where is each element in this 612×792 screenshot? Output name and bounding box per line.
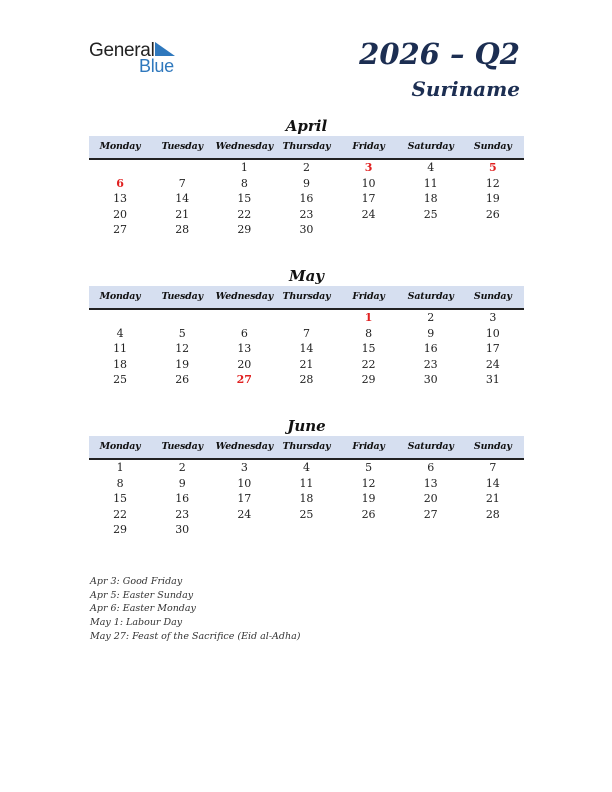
month-may <box>89 266 524 388</box>
day-cell: 6 <box>240 326 248 340</box>
day-cell <box>213 522 275 538</box>
day-cell <box>462 222 524 238</box>
day-cell: 20 <box>237 357 252 371</box>
holiday-day-cell: 6 <box>116 176 124 190</box>
day-cell: 27 <box>113 223 128 236</box>
day-cell <box>338 522 400 538</box>
day-cell: 3 <box>489 311 497 324</box>
quarter-title: 2026 – Q2 <box>359 37 520 71</box>
day-cell: 3 <box>240 461 248 474</box>
day-cell: 22 <box>361 357 376 371</box>
day-cell: 21 <box>175 207 190 221</box>
day-cell <box>462 522 524 538</box>
day-cell: 21 <box>485 492 500 505</box>
day-cell <box>89 310 151 326</box>
day-cell: 28 <box>175 223 190 236</box>
day-cell: 4 <box>427 161 435 174</box>
weekday-label: Friday <box>352 141 385 152</box>
weekday-label: Monday <box>99 291 141 302</box>
day-cell: 25 <box>113 373 128 386</box>
day-cell: 16 <box>423 342 438 355</box>
day-cell: 2 <box>178 461 186 474</box>
day-cell: 13 <box>237 342 252 355</box>
day-cell: 13 <box>423 476 438 490</box>
weekday-label: Friday <box>352 291 385 302</box>
day-cell: 17 <box>485 342 500 355</box>
day-cell: 9 <box>178 476 186 490</box>
day-cell: 14 <box>175 192 190 205</box>
day-cell: 23 <box>299 207 314 221</box>
day-cell: 8 <box>240 176 248 190</box>
day-cell: 12 <box>485 176 500 190</box>
week-row <box>89 207 524 223</box>
weekday-label: Sunday <box>473 441 512 452</box>
day-cell: 18 <box>113 357 128 371</box>
day-cell <box>400 522 462 538</box>
title-block <box>359 36 520 104</box>
weekday-label: Saturday <box>407 441 454 452</box>
week-row <box>89 176 524 192</box>
day-cell <box>213 310 275 326</box>
day-cell: 24 <box>361 207 376 221</box>
day-cell: 31 <box>485 373 500 386</box>
month-grid <box>89 160 524 238</box>
day-cell: 26 <box>175 373 190 386</box>
day-cell: 4 <box>116 326 124 340</box>
day-cell <box>151 310 213 326</box>
week-row <box>89 507 524 523</box>
day-cell: 2 <box>427 311 435 324</box>
week-row <box>89 160 524 176</box>
weekday-label: Saturday <box>407 291 454 302</box>
month-grid <box>89 310 524 388</box>
day-cell: 1 <box>240 161 248 174</box>
day-cell: 10 <box>237 476 252 490</box>
holiday-item: Apr 6: Easter Monday <box>90 603 196 615</box>
day-cell: 7 <box>178 176 186 190</box>
holiday-day-cell: 3 <box>364 161 373 174</box>
day-cell: 15 <box>361 342 376 355</box>
holiday-item: May 1: Labour Day <box>90 617 183 629</box>
weekday-header <box>89 436 524 460</box>
day-cell: 29 <box>361 373 376 386</box>
month-name: June <box>287 417 326 435</box>
day-cell: 5 <box>365 461 373 474</box>
month-april <box>89 116 524 238</box>
day-cell <box>275 522 337 538</box>
day-cell: 22 <box>237 207 252 221</box>
day-cell: 10 <box>361 176 376 190</box>
day-cell: 23 <box>175 507 190 521</box>
day-cell: 30 <box>299 223 314 236</box>
day-cell <box>151 160 213 176</box>
weekday-header <box>89 136 524 160</box>
week-row <box>89 326 524 342</box>
weekday-label: Thursday <box>282 141 331 152</box>
weekday-label: Monday <box>99 141 141 152</box>
weekday-label: Wednesday <box>215 441 274 452</box>
weekday-label: Tuesday <box>161 291 203 302</box>
day-cell: 9 <box>302 176 310 190</box>
day-cell: 28 <box>299 373 314 386</box>
day-cell: 18 <box>299 492 314 505</box>
day-cell: 23 <box>423 357 438 371</box>
day-cell: 11 <box>113 342 128 355</box>
day-cell: 13 <box>113 192 128 205</box>
day-cell: 22 <box>113 507 128 521</box>
day-cell: 6 <box>427 461 435 474</box>
week-row <box>89 460 524 476</box>
month-name: May <box>288 267 325 285</box>
month-grid <box>89 460 524 538</box>
day-cell: 26 <box>485 207 500 221</box>
day-cell <box>89 160 151 176</box>
day-cell: 16 <box>175 492 190 505</box>
day-cell: 28 <box>485 507 500 521</box>
day-cell: 30 <box>175 523 190 536</box>
weekday-label: Sunday <box>473 291 512 302</box>
weekday-label: Sunday <box>473 141 512 152</box>
day-cell: 24 <box>485 357 500 371</box>
day-cell: 12 <box>175 342 190 355</box>
weekday-label: Monday <box>99 441 141 452</box>
week-row <box>89 222 524 238</box>
day-cell: 15 <box>237 192 252 205</box>
weekday-label: Thursday <box>282 291 331 302</box>
holiday-item: May 27: Feast of the Sacrifice (Eid al-Adha) <box>90 630 301 642</box>
day-cell: 20 <box>113 207 128 221</box>
day-cell <box>400 222 462 238</box>
day-cell: 19 <box>485 192 500 205</box>
logo-text-blue: Blue <box>139 56 174 76</box>
weekday-header <box>89 286 524 310</box>
day-cell: 18 <box>423 192 438 205</box>
day-cell: 7 <box>302 326 310 340</box>
day-cell: 29 <box>113 523 128 536</box>
day-cell <box>275 310 337 326</box>
holiday-day-cell: 1 <box>364 311 373 324</box>
day-cell: 29 <box>237 223 252 236</box>
country-name: Suriname <box>411 77 520 101</box>
day-cell: 2 <box>302 161 310 174</box>
day-cell: 30 <box>423 373 438 386</box>
week-row <box>89 372 524 388</box>
day-cell: 17 <box>361 192 376 205</box>
day-cell: 8 <box>365 326 373 340</box>
day-cell: 25 <box>423 207 438 221</box>
day-cell: 19 <box>175 357 190 371</box>
day-cell: 15 <box>113 492 128 505</box>
week-row <box>89 310 524 326</box>
week-row <box>89 191 524 207</box>
day-cell: 8 <box>116 476 124 490</box>
weekday-label: Wednesday <box>215 291 274 302</box>
day-cell: 16 <box>299 192 314 205</box>
holiday-day-cell: 5 <box>488 161 497 174</box>
holiday-day-cell: 27 <box>236 373 252 386</box>
week-row <box>89 357 524 373</box>
logo <box>89 40 189 76</box>
logo-text-general: General <box>89 40 155 61</box>
day-cell: 10 <box>485 326 500 340</box>
month-june <box>89 416 524 538</box>
day-cell <box>338 222 400 238</box>
weekday-label: Tuesday <box>161 141 203 152</box>
day-cell: 7 <box>489 461 497 474</box>
day-cell: 1 <box>116 461 124 474</box>
day-cell: 26 <box>361 507 376 521</box>
week-row <box>89 341 524 357</box>
day-cell: 24 <box>237 507 252 521</box>
day-cell: 9 <box>427 326 435 340</box>
week-row <box>89 476 524 492</box>
day-cell: 27 <box>423 507 438 521</box>
weekday-label: Wednesday <box>215 141 274 152</box>
day-cell: 5 <box>178 326 186 340</box>
week-row <box>89 491 524 507</box>
holiday-list <box>90 575 300 644</box>
holiday-item: Apr 5: Easter Sunday <box>90 589 194 601</box>
day-cell: 19 <box>361 492 376 505</box>
day-cell: 20 <box>423 492 438 505</box>
week-row <box>89 522 524 538</box>
day-cell: 17 <box>237 492 252 505</box>
day-cell: 14 <box>485 476 500 490</box>
day-cell: 4 <box>302 461 310 474</box>
weekday-label: Friday <box>352 441 385 452</box>
weekday-label: Thursday <box>282 441 331 452</box>
day-cell: 11 <box>299 476 314 490</box>
weekday-label: Saturday <box>407 141 454 152</box>
month-name: April <box>285 117 328 135</box>
day-cell: 11 <box>423 176 438 190</box>
day-cell: 21 <box>299 357 314 371</box>
day-cell: 12 <box>361 476 376 490</box>
day-cell: 14 <box>299 342 314 355</box>
holiday-item: Apr 3: Good Friday <box>90 576 183 587</box>
day-cell: 25 <box>299 507 314 521</box>
weekday-label: Tuesday <box>161 441 203 452</box>
